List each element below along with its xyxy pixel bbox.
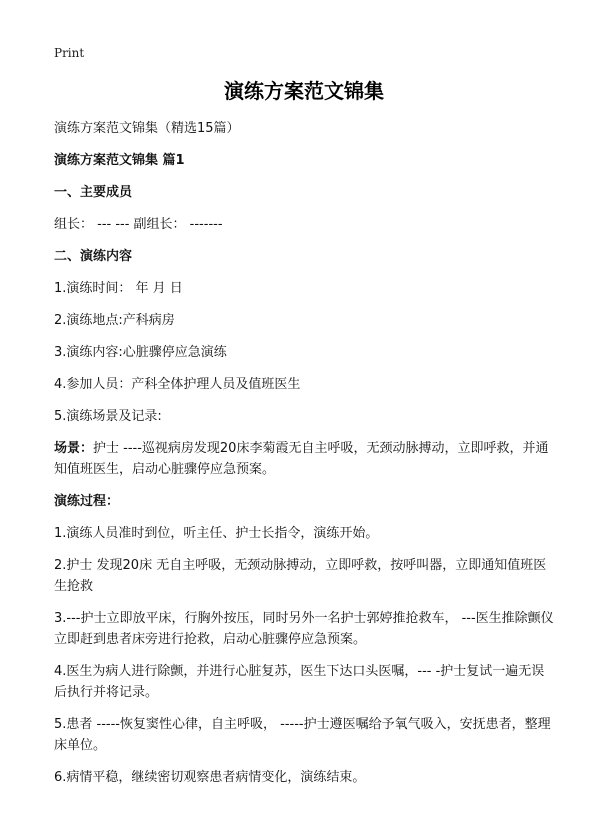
drill-location: 2.演练地点:产科病房: [54, 313, 175, 328]
process-step: 2.护士 发现20床 无自主呼吸，无颈动脉搏动，立即呼救，按呼叫器，立即通知值班医生抢救: [54, 558, 547, 594]
scene-label: 场景：: [54, 441, 94, 456]
section-heading-content: 二、演练内容: [54, 249, 133, 264]
drill-time: 1.演练时间： 年 月 日: [54, 281, 183, 296]
document-subtitle: 演练方案范文锦集（精选15篇）: [54, 121, 240, 136]
scene-paragraph: [54, 438, 554, 480]
process-step: 3.---护士立即放平床，行胸外按压，同时另外一名护士郭婷推抢救车， ---医生推除颤仪立即赶到患者床旁进行抢救，启动心脏骤停应急预案。: [54, 611, 554, 647]
scene-text: 护士 ----巡视病房发现20床李菊霞无自主呼吸，无颈动脉搏动，立即呼救，并通知值班医生，启动心脏骤停应急预案。: [54, 441, 549, 477]
print-link[interactable]: Print: [54, 46, 85, 60]
document-body: [54, 76, 554, 799]
process-step: 1.演练人员准时到位，听主任、护士长指令，演练开始。: [54, 526, 379, 541]
process-step: 5.患者 -----恢复窦性心律，自主呼吸， -----护士遵医嘱给予氧气吸入，安抚患者，整理床单位。: [54, 717, 551, 753]
document-title: 演练方案范文锦集: [224, 79, 384, 103]
chapter-heading: 演练方案范文锦集 篇1: [54, 153, 185, 168]
section-heading-members: 一、主要成员: [54, 185, 133, 200]
drill-participants: 4.参加人员：产科全体护理人员及值班医生: [54, 377, 301, 392]
process-heading: 演练过程：: [54, 494, 120, 509]
process-step: 6.病情平稳，继续密切观察患者病情变化，演练结束。: [54, 770, 366, 785]
members-line: 组长： --- --- 副组长： -------: [54, 217, 223, 232]
drill-scene-record: 5.演练场景及记录:: [54, 409, 162, 424]
drill-content: 3.演练内容:心脏骤停应急演练: [54, 345, 227, 360]
process-step: 4.医生为病人进行除颤，并进行心脏复苏，医生下达口头医嘱，--- -护士复试一遍无误后执行并将记录。: [54, 664, 545, 700]
